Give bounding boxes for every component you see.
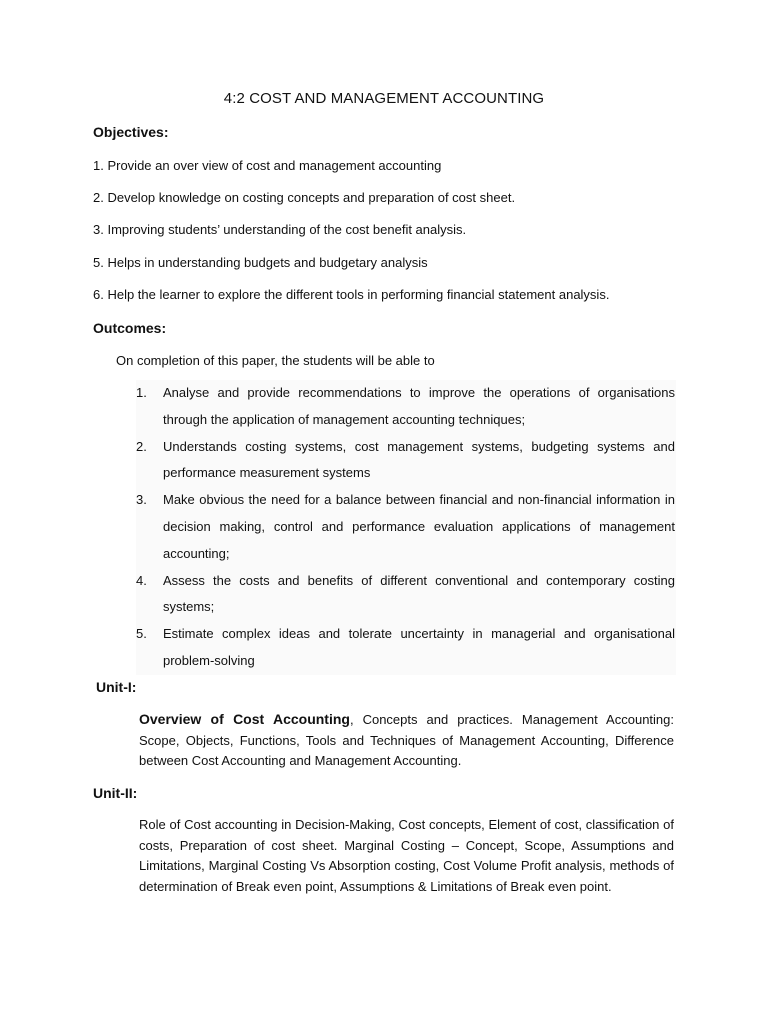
list-item-text: Understands costing systems, cost management systems, budgeting systems and performance measurement systems [163,438,675,481]
unit-2-heading: Unit-II: [93,785,138,801]
unit-1-description [139,709,674,772]
outcomes-list [136,380,676,675]
list-item [136,434,676,488]
objective-item-1: 1. Provide an over view of cost and management accounting [93,158,442,173]
list-item-number: 5. [136,626,147,642]
list-item-text: Make obvious the need for a balance between financial and non-financial information in decision making, control and performance evaluation applications of management accounting; [163,492,675,561]
list-item [136,380,676,434]
list-item [136,621,676,675]
objective-item-3: 3. Improving students’ understanding of the cost benefit analysis. [93,222,467,237]
list-item-number: 4. [136,572,147,588]
objective-item-2: 2. Develop knowledge on costing concepts and preparation of cost sheet. [93,190,516,205]
objective-item-4: 5. Helps in understanding budgets and budgetary analysis [93,255,428,270]
unit-2-description: Role of Cost accounting in Decision-Making, Cost concepts, Element of cost, classification of costs, Preparation of cost sheet. Marginal Costing – Concept, Scope, Assumptions and Limitations, Marginal Costing Vs Absorption costing, Cost Volume Profit analysis, methods of determination of Break even point, Assumptions & Limitations of Break even point. [139,817,674,894]
page-title: 4:2 COST AND MANAGEMENT ACCOUNTING [223,90,545,107]
list-item [136,487,676,567]
unit-1-text: , Concepts and practices. Management Accounting: Scope, Objects, Functions, Tools and Techniques of Management Accounting, Difference between Cost Accounting and Management Accounting. [139,712,674,769]
list-item-text: Estimate complex ideas and tolerate uncertainty in managerial and organisational problem-solving [163,626,675,668]
outcomes-heading: Outcomes: [93,320,167,336]
list-item-number: 3. [136,492,147,508]
list-item-number: 1. [136,385,147,400]
objective-item-5: 6. Help the learner to explore the different tools in performing financial statement analysis. [93,287,610,302]
unit-1-heading: Unit-I: [96,679,137,695]
outcomes-intro: On completion of this paper, the students will be able to [116,353,435,368]
unit-1-bold-lead: Overview of Cost Accounting [139,711,350,727]
list-item-text: Assess the costs and benefits of different conventional and contemporary costing systems; [163,572,675,615]
list-item-text: Analyse and provide recommendations to improve the operations of organisations through the application of management accounting techniques; [163,385,675,427]
list-item-number: 2. [136,438,147,454]
objectives-heading: Objectives: [93,124,169,140]
list-item [136,568,676,622]
